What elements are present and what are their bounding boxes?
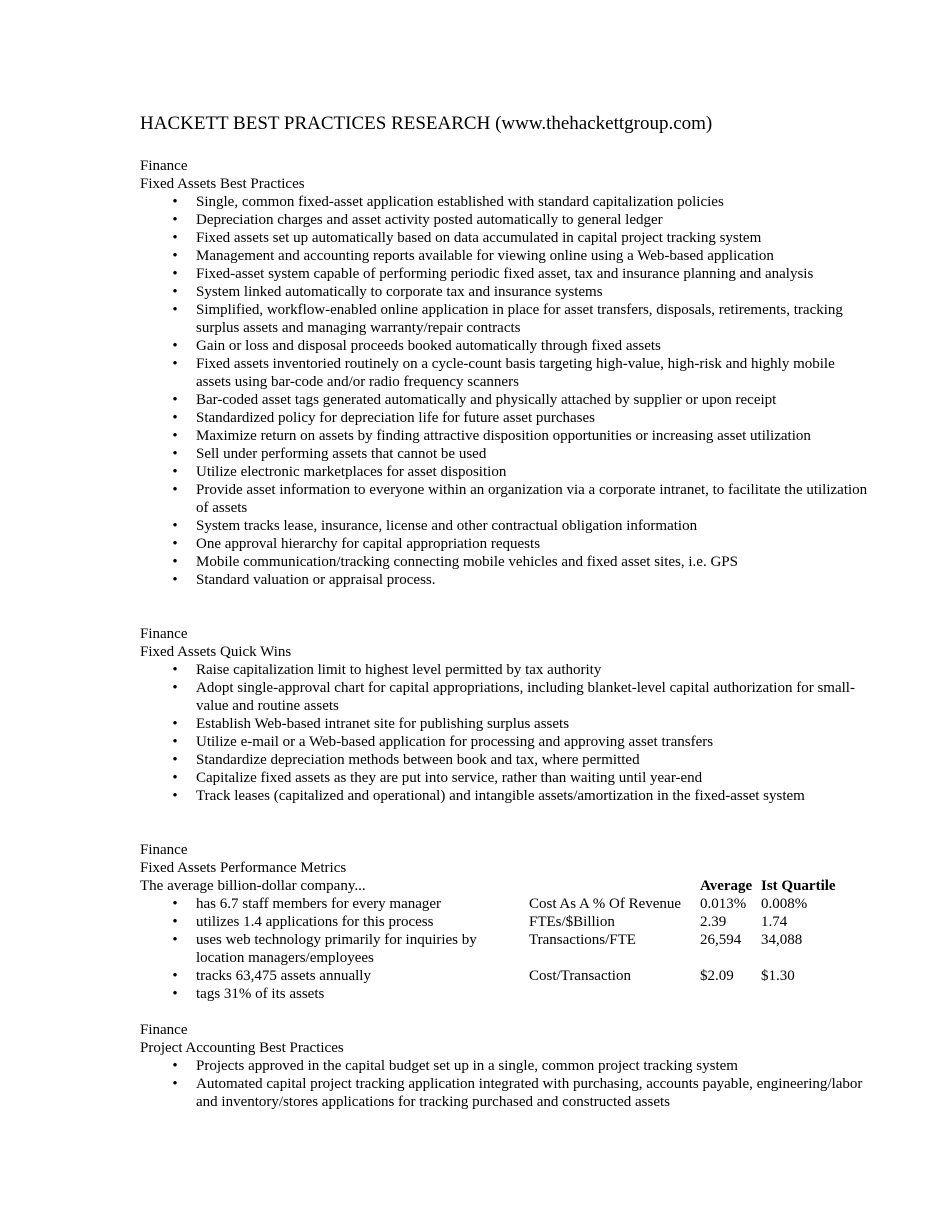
section-performance-metrics — [140, 841, 870, 1003]
metrics-header-row — [140, 877, 870, 895]
section-category: Finance — [140, 842, 188, 858]
metric-description-text: tags 31% of its assets — [196, 986, 325, 1002]
list-item-text: Fixed assets inventoried routinely on a cycle-count basis targeting high-value, high-risk and highly mobile assets using bar-code and/or radio frequency scanners — [196, 356, 835, 390]
list-item-text: Establish Web-based intranet site for publishing surplus assets — [196, 716, 570, 732]
metric-description-text: uses web technology primarily for inquiries by location managers/employees — [196, 932, 477, 966]
bullet-icon: • — [172, 482, 178, 498]
bullet-icon: • — [172, 734, 178, 750]
list-item — [172, 337, 870, 355]
list-item-text: Mobile communication/tracking connecting mobile vehicles and fixed asset sites, i.e. GPS — [196, 554, 738, 570]
bullet-icon: • — [172, 338, 178, 354]
section-category: Finance — [140, 1022, 188, 1038]
list-item-text: Utilize electronic marketplaces for asset disposition — [196, 464, 507, 480]
table-row — [140, 967, 870, 985]
metric-name: Cost/Transaction — [529, 968, 631, 984]
list-item-text: Standardize depreciation methods between book and tax, where permitted — [196, 752, 640, 768]
list-item — [172, 247, 870, 265]
list-item — [172, 571, 870, 589]
bullet-icon: • — [172, 968, 178, 984]
list-item-text: Projects approved in the capital budget set up in a single, common project tracking system — [196, 1058, 738, 1074]
list-item — [172, 355, 870, 391]
list-item-text: Management and accounting reports available for viewing online using a Web-based application — [196, 248, 774, 264]
metric-description — [172, 985, 516, 1003]
bullet-icon: • — [172, 1076, 178, 1092]
list-item — [172, 769, 870, 787]
list-item-text: Utilize e-mail or a Web-based application for processing and approving asset transfers — [196, 734, 714, 750]
list-item-text: Capitalize fixed assets as they are put into service, rather than waiting until year-end — [196, 770, 703, 786]
section-heading: Project Accounting Best Practices — [140, 1040, 344, 1056]
section-heading: Fixed Assets Performance Metrics — [140, 860, 347, 876]
section-heading: Fixed Assets Quick Wins — [140, 644, 292, 660]
bullet-icon: • — [172, 518, 178, 534]
metric-quartile: 34,088 — [761, 932, 803, 948]
table-row — [140, 895, 870, 913]
metric-quartile: 1.74 — [761, 914, 788, 930]
bullet-icon: • — [172, 536, 178, 552]
bullet-icon: • — [172, 788, 178, 804]
bullet-icon: • — [172, 752, 178, 768]
list-item-text: Bar-coded asset tags generated automatically and physically attached by supplier or upon receipt — [196, 392, 777, 408]
list-item — [172, 229, 870, 247]
metric-description-text: tracks 63,475 assets annually — [196, 968, 371, 984]
bullet-icon: • — [172, 914, 178, 930]
document-title: HACKETT BEST PRACTICES RESEARCH (www.thehackettgroup.com) — [140, 113, 713, 134]
bullet-icon: • — [172, 266, 178, 282]
metric-name: Cost As A % Of Revenue — [529, 896, 682, 912]
list-item-text: Raise capitalization limit to highest level permitted by tax authority — [196, 662, 602, 678]
section-best-practices — [140, 157, 870, 589]
metric-description — [172, 931, 516, 967]
list-item — [172, 1057, 870, 1075]
list-item — [172, 787, 870, 805]
list-item-text: System linked automatically to corporate tax and insurance systems — [196, 284, 603, 300]
table-row — [140, 931, 870, 967]
list-item — [172, 553, 870, 571]
section-project-accounting — [140, 1021, 870, 1111]
bullet-icon: • — [172, 230, 178, 246]
list-item — [172, 715, 870, 733]
list-item — [172, 409, 870, 427]
list-item — [172, 427, 870, 445]
list-item-text: One approval hierarchy for capital appropriation requests — [196, 536, 541, 552]
bullet-list — [140, 1057, 870, 1111]
bullet-icon: • — [172, 662, 178, 678]
metric-description — [172, 967, 516, 985]
list-item — [172, 679, 870, 715]
list-item-text: Sell under performing assets that cannot be used — [196, 446, 487, 462]
list-item — [172, 301, 870, 337]
bullet-icon: • — [172, 248, 178, 264]
bullet-icon: • — [172, 212, 178, 228]
metric-name: Transactions/FTE — [529, 932, 636, 948]
column-header-quartile: Ist Quartile — [761, 878, 836, 894]
section-quick-wins — [140, 625, 870, 805]
bullet-icon: • — [172, 428, 178, 444]
list-item-text: Simplified, workflow-enabled online application in place for asset transfers, disposals, retirements, tracking surplus assets and managing warranty/repair contracts — [196, 302, 843, 336]
list-item — [172, 211, 870, 229]
list-item — [172, 481, 870, 517]
list-item-text: Automated capital project tracking application integrated with purchasing, accounts payable, engineering/labor and inventory/stores applications for tracking purchased and constructed assets — [196, 1076, 863, 1110]
bullet-list — [140, 193, 870, 589]
list-item-text: Gain or loss and disposal proceeds booked automatically through fixed assets — [196, 338, 661, 354]
list-item — [172, 517, 870, 535]
table-row — [140, 985, 870, 1003]
list-item-text: Adopt single-approval chart for capital appropriations, including blanket-level capital authorization for small-value and routine assets — [196, 680, 855, 714]
bullet-icon: • — [172, 392, 178, 408]
bullet-icon: • — [172, 194, 178, 210]
metric-average: 26,594 — [700, 932, 742, 948]
list-item — [172, 463, 870, 481]
bullet-icon: • — [172, 410, 178, 426]
bullet-icon: • — [172, 896, 178, 912]
metric-average: 2.39 — [700, 914, 727, 930]
list-item — [172, 733, 870, 751]
list-item — [172, 391, 870, 409]
list-item — [172, 193, 870, 211]
list-item-text: System tracks lease, insurance, license and other contractual obligation information — [196, 518, 698, 534]
section-heading: Fixed Assets Best Practices — [140, 176, 305, 192]
bullet-icon: • — [172, 932, 178, 948]
metrics-intro: The average billion-dollar company... — [140, 878, 366, 894]
bullet-icon: • — [172, 716, 178, 732]
list-item-text: Provide asset information to everyone within an organization via a corporate intranet, to facilitate the utilization of assets — [196, 482, 868, 516]
metric-description — [172, 895, 516, 913]
bullet-list — [140, 661, 870, 805]
metric-quartile: $1.30 — [761, 968, 795, 984]
metric-name: FTEs/$Billion — [529, 914, 615, 930]
bullet-icon: • — [172, 554, 178, 570]
bullet-icon: • — [172, 464, 178, 480]
list-item-text: Standardized policy for depreciation life for future asset purchases — [196, 410, 596, 426]
section-category: Finance — [140, 158, 188, 174]
metric-description — [172, 913, 516, 931]
section-category: Finance — [140, 626, 188, 642]
bullet-icon: • — [172, 446, 178, 462]
list-item — [172, 661, 870, 679]
bullet-icon: • — [172, 572, 178, 588]
list-item-text: Standard valuation or appraisal process. — [196, 572, 436, 588]
metric-description-text: has 6.7 staff members for every manager — [196, 896, 442, 912]
list-item-text: Single, common fixed-asset application established with standard capitalization policies — [196, 194, 724, 210]
bullet-icon: • — [172, 770, 178, 786]
list-item — [172, 283, 870, 301]
list-item — [172, 535, 870, 553]
metric-quartile: 0.008% — [761, 896, 808, 912]
bullet-icon: • — [172, 986, 178, 1002]
bullet-icon: • — [172, 356, 178, 372]
table-row — [140, 913, 870, 931]
list-item — [172, 445, 870, 463]
metric-description-text: utilizes 1.4 applications for this process — [196, 914, 434, 930]
list-item — [172, 751, 870, 769]
list-item-text: Fixed assets set up automatically based on data accumulated in capital project tracking system — [196, 230, 762, 246]
document-page — [140, 114, 870, 1111]
bullet-icon: • — [172, 284, 178, 300]
bullet-icon: • — [172, 1058, 178, 1074]
bullet-icon: • — [172, 302, 178, 318]
bullet-icon: • — [172, 680, 178, 696]
list-item-text: Depreciation charges and asset activity posted automatically to general ledger — [196, 212, 663, 228]
list-item-text: Maximize return on assets by finding attractive disposition opportunities or increasing asset utilization — [196, 428, 811, 444]
list-item-text: Fixed-asset system capable of performing periodic fixed asset, tax and insurance planning and analysis — [196, 266, 814, 282]
metric-average: 0.013% — [700, 896, 747, 912]
metric-average: $2.09 — [700, 968, 734, 984]
metrics-table — [140, 877, 870, 1003]
list-item — [172, 1075, 870, 1111]
list-item-text: Track leases (capitalized and operational) and intangible assets/amortization in the fixed-asset system — [196, 788, 805, 804]
list-item — [172, 265, 870, 283]
column-header-average: Average — [700, 878, 753, 894]
